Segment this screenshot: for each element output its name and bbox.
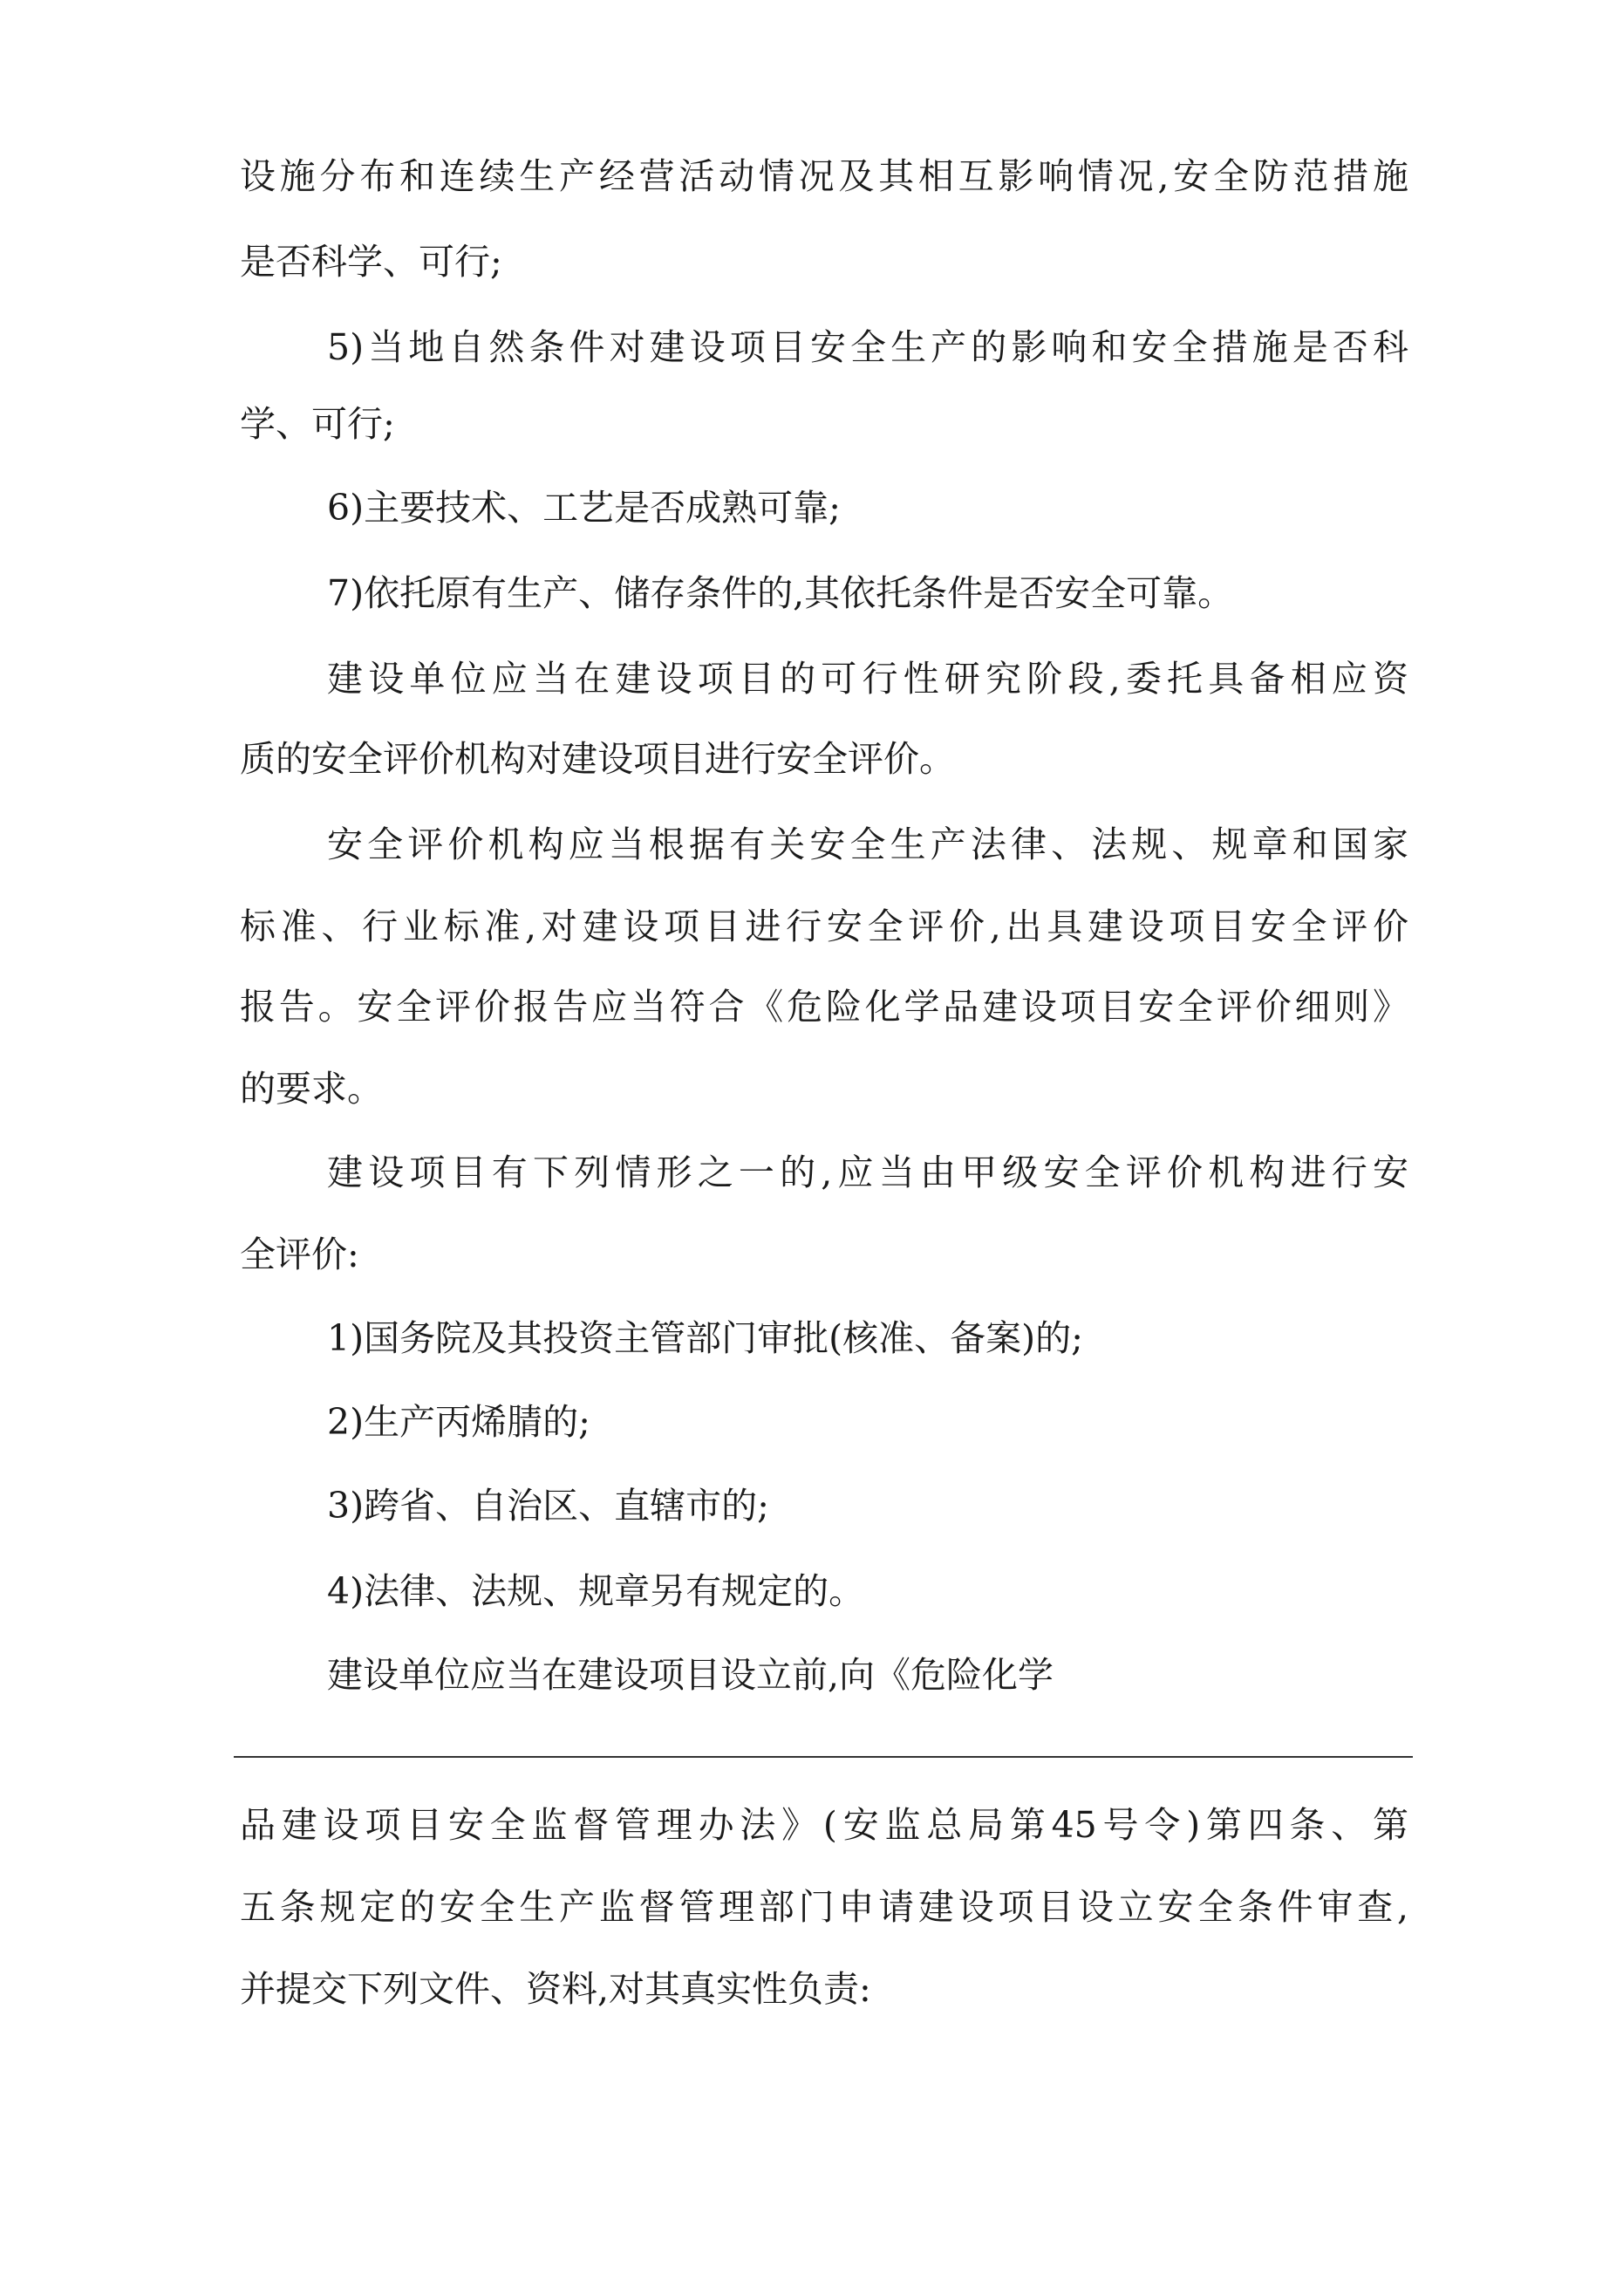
text-line: 报告。安全评价报告应当符合《危险化学品建设项目安全评价细则》 — [240, 986, 1408, 1028]
paragraph-line: 安全评价机构应当根据有关安全生产法律、法规、规章和国家 — [327, 823, 1408, 865]
paragraph-line: 建设项目有下列情形之一的,应当由甲级安全评价机构进行安 — [327, 1151, 1408, 1193]
list-item-6: 6)主要技术、工艺是否成熟可靠; — [327, 487, 841, 529]
text-line: 是否科学、可行; — [240, 241, 502, 283]
list-item-7: 7)依托原有生产、储存条件的,其依托条件是否安全可靠。 — [327, 572, 1234, 614]
list-item-5: 5)当地自然条件对建设项目安全生产的影响和安全措施是否科 — [327, 326, 1408, 368]
text-line: 标准、行业标准,对建设项目进行安全评价,出具建设项目安全评价 — [240, 905, 1408, 947]
text-line: 学、可行; — [240, 403, 395, 445]
text-line: 全评价: — [240, 1233, 359, 1275]
text-line: 设施分布和连续生产经营活动情况及其相互影响情况,安全防范措施 — [240, 155, 1408, 197]
list-item-1: 1)国务院及其投资主管部门审批(核准、备案)的; — [327, 1317, 1083, 1359]
footnote-divider — [234, 1756, 1413, 1758]
paragraph-line: 建设单位应当在建设项目设立前,向《危险化学 — [327, 1654, 1054, 1696]
text-line: 质的安全评价机构对建设项目进行安全评价。 — [240, 738, 955, 780]
list-item-4: 4)法律、法规、规章另有规定的。 — [327, 1570, 865, 1612]
list-item-3: 3)跨省、自治区、直辖市的; — [327, 1485, 769, 1527]
footnote-line: 五条规定的安全生产监督管理部门申请建设项目设立安全条件审查, — [240, 1886, 1408, 1928]
list-item-2: 2)生产丙烯腈的; — [327, 1401, 590, 1443]
footnote-line: 品建设项目安全监督管理办法》(安监总局第45号令)第四条、第 — [240, 1804, 1408, 1846]
footnote-line: 并提交下列文件、资料,对其真实性负责: — [240, 1968, 871, 2010]
text-line: 的要求。 — [240, 1068, 383, 1110]
paragraph-line: 建设单位应当在建设项目的可行性研究阶段,委托具备相应资 — [327, 658, 1408, 700]
